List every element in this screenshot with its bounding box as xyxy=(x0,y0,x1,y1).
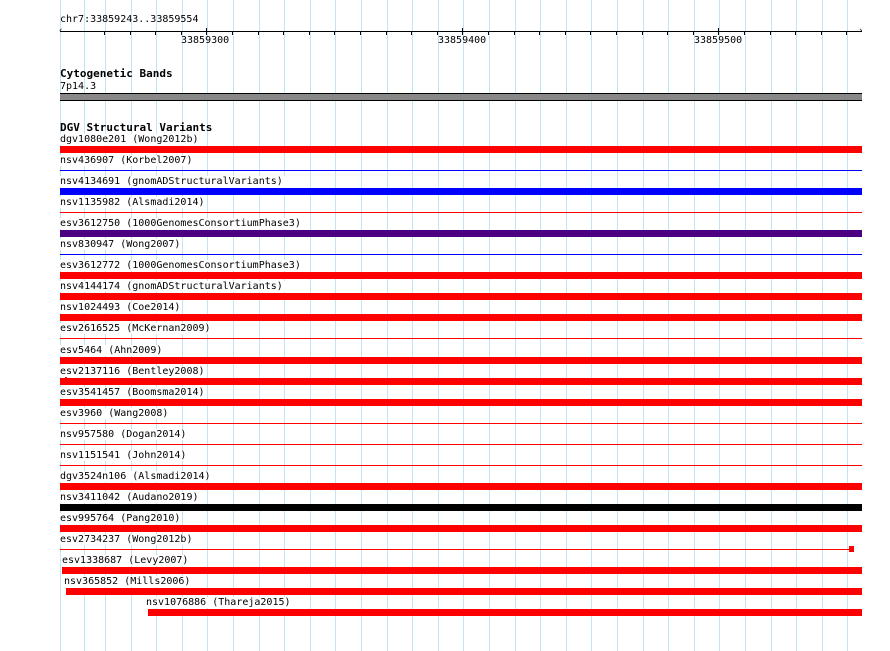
cytoband-label: 7p14.3 xyxy=(60,81,97,92)
variant-study: (gnomADStructuralVariants) xyxy=(126,176,283,187)
variant-id: nsv3411042 xyxy=(60,492,121,503)
variant-bar[interactable] xyxy=(148,609,862,616)
variant-bar[interactable] xyxy=(60,378,862,385)
variant-study: (Mills2006) xyxy=(124,576,191,587)
ruler-tick-label: 33859500 xyxy=(694,35,743,46)
minor-tick xyxy=(130,32,131,35)
minor-tick xyxy=(539,32,540,35)
variant-label[interactable] xyxy=(146,597,293,608)
minor-tick xyxy=(488,32,489,35)
variant-study: (Boomsma2014) xyxy=(126,387,205,398)
variant-study: (Coe2014) xyxy=(126,302,181,313)
variant-end-block[interactable] xyxy=(849,546,854,552)
minor-tick xyxy=(821,32,822,35)
variant-bar[interactable] xyxy=(60,504,862,511)
variant-id: esv2734237 xyxy=(60,534,121,545)
variant-label[interactable] xyxy=(60,239,182,250)
variant-study: (McKernan2009) xyxy=(126,323,211,334)
variant-bar[interactable] xyxy=(60,146,862,153)
variant-id: esv2616525 xyxy=(60,323,121,334)
variant-study: (1000GenomesConsortiumPhase3) xyxy=(126,218,301,229)
cytogenetic-bands-track-title: Cytogenetic Bands xyxy=(60,67,173,80)
variant-id: nsv436907 xyxy=(60,155,115,166)
variant-study: (Alsmadi2014) xyxy=(126,197,205,208)
variant-study: (Thareja2015) xyxy=(212,597,291,608)
variant-line[interactable] xyxy=(60,254,862,255)
minor-tick xyxy=(309,32,310,35)
variant-id: nsv1135982 xyxy=(60,197,121,208)
variant-label[interactable] xyxy=(60,387,207,398)
minor-tick xyxy=(642,32,643,35)
variant-bar[interactable] xyxy=(60,525,862,532)
variant-bar[interactable] xyxy=(60,483,862,490)
minor-tick xyxy=(718,32,719,35)
variant-label[interactable] xyxy=(60,281,285,292)
variant-label[interactable] xyxy=(60,302,182,313)
variant-label[interactable] xyxy=(60,408,170,419)
variant-bar[interactable] xyxy=(60,357,862,364)
variant-label[interactable] xyxy=(60,471,213,482)
variant-study: (Audano2019) xyxy=(126,492,199,503)
variant-id: nsv1024493 xyxy=(60,302,121,313)
variant-study: (Bentley2008) xyxy=(126,366,205,377)
variant-label[interactable] xyxy=(60,345,164,356)
variant-id: nsv957580 xyxy=(60,429,115,440)
variant-id: nsv4144174 xyxy=(60,281,121,292)
variant-id: nsv365852 xyxy=(64,576,119,587)
variant-label[interactable] xyxy=(62,555,190,566)
variant-id: nsv1076886 xyxy=(146,597,207,608)
variant-bar[interactable] xyxy=(62,567,862,574)
variant-id: esv3612750 xyxy=(60,218,121,229)
minor-tick xyxy=(386,32,387,35)
variant-study: (1000GenomesConsortiumPhase3) xyxy=(126,260,301,271)
variant-bar[interactable] xyxy=(60,230,862,237)
minor-tick xyxy=(565,32,566,35)
variant-study: (Wong2007) xyxy=(120,239,181,250)
variant-bar[interactable] xyxy=(60,188,862,195)
variant-label[interactable] xyxy=(60,260,303,271)
variant-bar[interactable] xyxy=(60,293,862,300)
variant-study: (Wong2012b) xyxy=(126,534,193,545)
variant-id: esv5464 xyxy=(60,345,103,356)
variant-label[interactable] xyxy=(60,218,303,229)
scroll-right-arrow-icon[interactable]: › xyxy=(858,26,864,36)
variant-line[interactable] xyxy=(60,170,862,171)
variant-id: esv2137116 xyxy=(60,366,121,377)
variant-study: (gnomADStructuralVariants) xyxy=(126,281,283,292)
variant-id: esv3960 xyxy=(60,408,103,419)
variant-line[interactable] xyxy=(60,444,862,445)
variant-study: (Dogan2014) xyxy=(120,429,187,440)
minor-tick xyxy=(846,32,847,35)
variant-bar[interactable] xyxy=(60,272,862,279)
minor-tick xyxy=(104,32,105,35)
variant-label[interactable] xyxy=(60,134,201,145)
variant-id: esv1338687 xyxy=(62,555,123,566)
dgv-track-title: DGV Structural Variants xyxy=(60,121,213,134)
minor-tick xyxy=(360,32,361,35)
scroll-left-arrow-icon[interactable]: ‹ xyxy=(58,26,64,36)
minor-tick xyxy=(155,32,156,35)
variant-label[interactable] xyxy=(60,155,194,166)
minor-tick xyxy=(334,32,335,35)
variant-id: esv995764 xyxy=(60,513,115,524)
variant-study: (Levy2007) xyxy=(128,555,189,566)
minor-tick xyxy=(795,32,796,35)
variant-line[interactable] xyxy=(60,338,862,339)
minor-tick xyxy=(462,32,463,35)
variant-study: (Wong2012b) xyxy=(132,134,199,145)
variant-id: nsv830947 xyxy=(60,239,115,250)
variant-label[interactable] xyxy=(60,429,188,440)
minor-tick xyxy=(590,32,591,35)
variant-line[interactable] xyxy=(60,549,850,550)
coordinate-ruler xyxy=(0,0,890,60)
variant-id: dgv1080e201 xyxy=(60,134,127,145)
variant-bar[interactable] xyxy=(60,314,862,321)
variant-study: (Wang2008) xyxy=(108,408,169,419)
minor-tick xyxy=(514,32,515,35)
minor-tick xyxy=(667,32,668,35)
minor-tick xyxy=(744,32,745,35)
variant-id: nsv1151541 xyxy=(60,450,121,461)
minor-tick xyxy=(206,32,207,35)
minor-tick xyxy=(181,32,182,35)
variant-line[interactable] xyxy=(60,423,862,424)
ruler-tick-label: 33859300 xyxy=(181,35,230,46)
variant-label[interactable] xyxy=(60,492,201,503)
minor-tick xyxy=(616,32,617,35)
variant-id: dgv3524n106 xyxy=(60,471,127,482)
variant-label[interactable] xyxy=(64,576,192,587)
variant-label[interactable] xyxy=(60,450,188,461)
variant-study: (Ahn2009) xyxy=(108,345,163,356)
variant-study: (Alsmadi2014) xyxy=(132,471,211,482)
variant-bar[interactable] xyxy=(66,588,862,595)
variant-label[interactable] xyxy=(60,513,182,524)
ruler-tick-label: 33859400 xyxy=(438,35,487,46)
variant-study: (John2014) xyxy=(126,450,187,461)
variant-label[interactable] xyxy=(60,323,213,334)
minor-tick xyxy=(693,32,694,35)
variant-study: (Korbel2007) xyxy=(120,155,193,166)
minor-tick xyxy=(258,32,259,35)
cytoband-bar[interactable] xyxy=(60,93,862,101)
minor-tick xyxy=(283,32,284,35)
variant-id: nsv4134691 xyxy=(60,176,121,187)
variant-id: esv3541457 xyxy=(60,387,121,398)
variant-bar[interactable] xyxy=(60,399,862,406)
variant-label[interactable] xyxy=(60,176,285,187)
variant-id: esv3612772 xyxy=(60,260,121,271)
region-label: chr7:33859243..33859554 xyxy=(60,14,199,25)
variant-label[interactable] xyxy=(60,197,207,208)
variant-line[interactable] xyxy=(60,212,862,213)
minor-tick xyxy=(770,32,771,35)
minor-tick xyxy=(411,32,412,35)
minor-tick xyxy=(232,32,233,35)
minor-tick xyxy=(437,32,438,35)
variant-study: (Pang2010) xyxy=(120,513,181,524)
variant-label[interactable] xyxy=(60,534,194,545)
variant-line[interactable] xyxy=(60,465,862,466)
variant-label[interactable] xyxy=(60,366,207,377)
